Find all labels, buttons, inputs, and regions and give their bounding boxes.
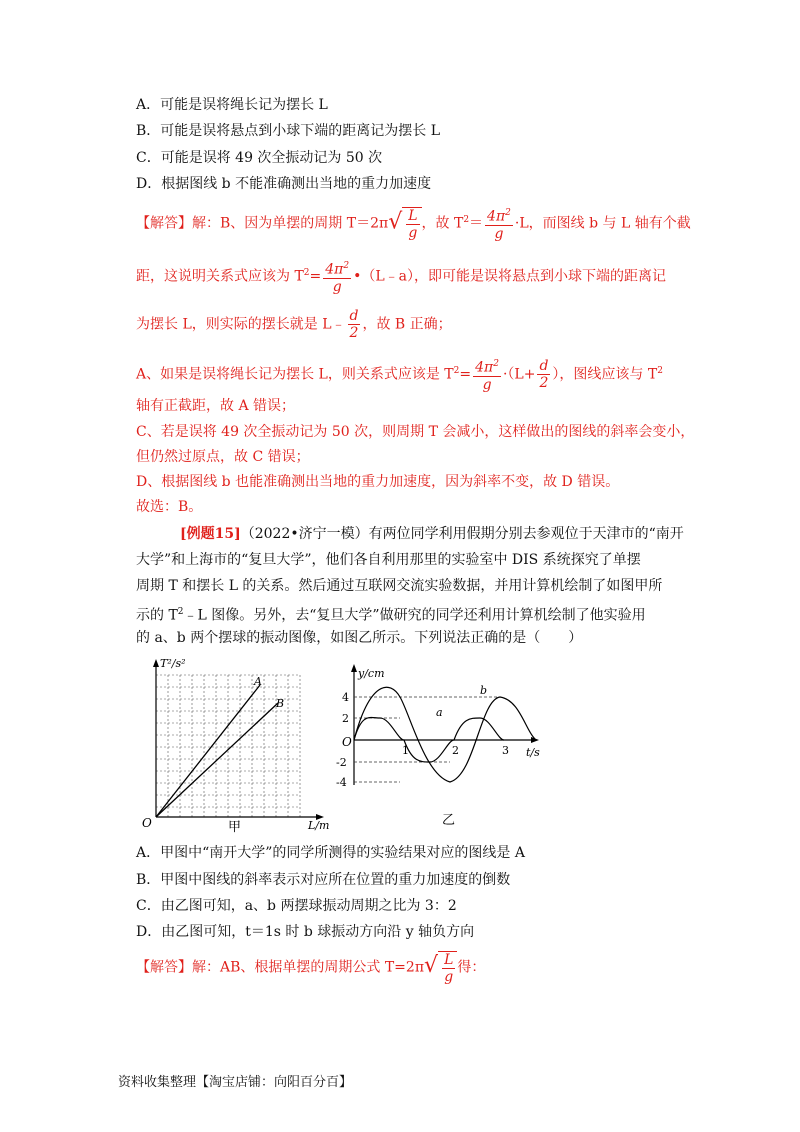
yi-tick-2: 2 bbox=[342, 712, 349, 725]
answer-line-3: 为摆长 L，则实际的摆长就是 L﹣ $\frac{d}{2}$ ，故 B 正确； bbox=[136, 308, 452, 341]
yi-curve-b bbox=[354, 687, 536, 782]
answer-line-8: D、根据图线 b 也能准确测出当地的重力加速度，因为斜率不变，故 D 错误。 bbox=[136, 474, 620, 490]
q2-option-a: A．甲图中“南开大学”的同学所测得的实验结果对应的图线是 A bbox=[136, 845, 525, 861]
example-line-4: 示的 $T^2﹣L$ 图像。另外，去“复旦大学”做研究的同学还利用计算机绘制了他实验用 bbox=[136, 607, 646, 624]
jia-label-a: A bbox=[254, 675, 262, 688]
answer-line-7: 但仍然过原点，故 C 错误； bbox=[136, 449, 310, 465]
answer-line-2: 距，这说明关系式应该为 $T^2=$ $\frac{4\pi^2}{g}$ •（L﹣a），即可能是误将悬点到小球下端的距离记 bbox=[136, 258, 666, 295]
yi-tick-4: 4 bbox=[342, 691, 349, 704]
answer-line-5: 轴有正截距，故 A 错误； bbox=[136, 398, 296, 414]
jia-x-label: L/m bbox=[308, 819, 330, 832]
jia-line-b bbox=[156, 703, 278, 817]
option-a: A．可能是误将绳长记为摆长 L bbox=[136, 97, 328, 113]
jia-label-b: B bbox=[276, 697, 285, 710]
answer-line-4: A、如果是误将绳长记为摆长 L，则关系式应该是 $T^2=$ $\frac{4\pi^2}{g}$ ·（L+ $\frac{d}{2}$ ），图线应该与 $T^2$ bbox=[136, 358, 663, 393]
option-d: D．根据图线 b 不能准确测出当地的重力加速度 bbox=[136, 176, 432, 192]
answer2-line: 【解答】解：AB、根据单摆的周期公式 T=2π√ $\frac{L}{g}$ 得： bbox=[136, 951, 486, 985]
q2-option-c: C．由乙图可知，a、b 两摆球振动周期之比为 3：2 bbox=[136, 898, 457, 914]
jia-y-label: T²/s² bbox=[160, 657, 186, 670]
figure-jia bbox=[140, 655, 340, 835]
footer: 资料收集整理【淘宝店铺：向阳百分百】 bbox=[118, 1075, 353, 1090]
yi-caption: 乙 bbox=[442, 813, 456, 828]
example-line-3: 周期 T 和摆长 L 的关系。然后通过互联网交流实验数据，并用计算机绘制了如图甲所 bbox=[136, 578, 663, 594]
option-b: B．可能是误将悬点到小球下端的距离记为摆长 L bbox=[136, 123, 441, 139]
yi-tick-neg4: -4 bbox=[336, 776, 347, 789]
jia-origin: O bbox=[142, 816, 152, 830]
q2-option-b: B．甲图中图线的斜率表示对应所在位置的重力加速度的倒数 bbox=[136, 872, 511, 888]
jia-line-a bbox=[156, 685, 260, 817]
example-label: [例题15] bbox=[180, 526, 241, 542]
answer-line-6: C、若是误将 49 次全振动记为 50 次，则周期 T 会减小，这样做出的图线的斜率会变小， bbox=[136, 424, 695, 440]
yi-x-label: t/s bbox=[526, 746, 540, 759]
answer-tag: 【解答】 bbox=[136, 215, 192, 232]
example-line-5: 的 a、b 两个摆球的振动图像，如图乙所示。下列说法正确的是（ ） bbox=[136, 630, 583, 646]
yi-y-label: y/cm bbox=[358, 667, 385, 680]
sqrt-l-over-g: √ $\frac{L}{g}$ bbox=[388, 207, 421, 241]
answer-line-1: 【解答】解：B、因为单摆的周期 T＝2π√ $\frac{L}{g}$ ，故 $T^2=$ $\frac{4\pi^2}{g}$ ·L，而图线 b 与 L 轴有个截 bbox=[136, 205, 691, 242]
option-c: C．可能是误将 49 次全振动记为 50 次 bbox=[136, 150, 383, 166]
yi-tick-t2: 2 bbox=[452, 744, 459, 757]
figure-yi bbox=[336, 660, 555, 840]
jia-caption: 甲 bbox=[228, 820, 242, 835]
q2-option-d: D．由乙图可知，t＝1s 时 b 球振动方向沿 y 轴负方向 bbox=[136, 924, 475, 940]
yi-tick-neg2: -2 bbox=[336, 756, 347, 769]
answer-line-9: 故选：B。 bbox=[136, 499, 203, 515]
yi-label-a: a bbox=[436, 706, 443, 719]
yi-origin: O bbox=[342, 735, 352, 749]
yi-tick-t3: 3 bbox=[502, 744, 509, 757]
example-line-2: 大学”和上海市的“复旦大学”，他们各自利用那里的实验室中 DIS 系统探究了单摆 bbox=[136, 552, 641, 568]
yi-y-arrow-icon bbox=[351, 664, 357, 672]
yi-tick-t1: 1 bbox=[402, 744, 409, 757]
example-line-1: [例题15]（2022•济宁一模）有两位同学利用假期分别去参观位于天津市的“南开 bbox=[180, 526, 684, 542]
yi-label-b: b bbox=[480, 684, 488, 697]
jia-y-arrow-icon bbox=[153, 659, 159, 667]
yi-x-arrow-icon bbox=[531, 737, 539, 743]
